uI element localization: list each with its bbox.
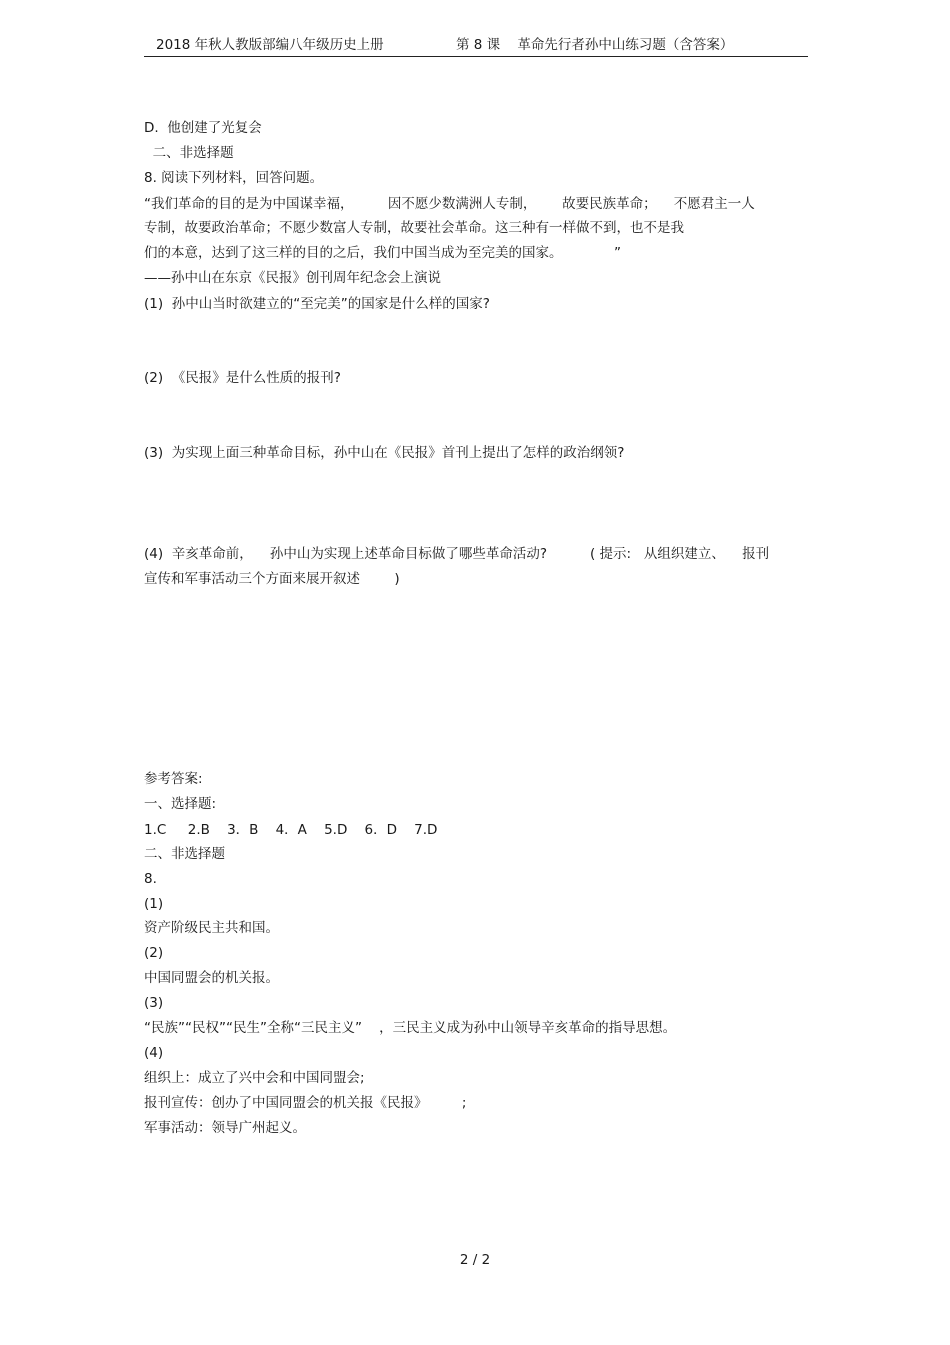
question-8-3: (3) 为实现上面三种革命目标，孙中山在《民报》首刊上提出了怎样的政治纲领? xyxy=(144,445,625,461)
answer-4-line-3: 军事活动：领导广州起义。 xyxy=(144,1120,306,1136)
quote-source: ——孙中山在东京《民报》创刊周年纪念会上演说 xyxy=(144,270,441,286)
answer-2-label: (2) xyxy=(144,945,164,961)
question-8-stem: 8. 阅读下列材料，回答问题。 xyxy=(144,170,324,186)
page-number: 2 / 2 xyxy=(459,1252,491,1268)
answer-1-label: (1) xyxy=(144,896,164,912)
answer-4-line-2: 报刊宣传：创办了中国同盟会的机关报《民报》 ; xyxy=(144,1095,467,1111)
section-title-non-choice: 二、非选择题 xyxy=(144,145,234,161)
answer-8-label: 8. xyxy=(144,871,157,887)
question-8-4-line-1: (4) 辛亥革命前， 孙中山为实现上述革命目标做了哪些革命活动? ( 提示: 从组织建立、 报刊 xyxy=(144,546,770,562)
quote-line-2: 专制，故要政治革命；不愿少数富人专制，故要社会革命。这三种有一样做不到，也不是我 xyxy=(144,220,684,236)
answer-1-text: 资产阶级民主共和国。 xyxy=(144,920,279,936)
quote-line-3: 们的本意，达到了这三样的目的之后，我们中国当成为至完美的国家。 ” xyxy=(144,245,621,261)
answer-title: 参考答案: xyxy=(144,771,203,787)
answer-2-text: 中国同盟会的机关报。 xyxy=(144,970,279,986)
header-book-title: 2018 年秋人教版部编八年级历史上册 xyxy=(156,37,384,53)
answer-part1-title: 一、选择题: xyxy=(144,796,217,812)
quote-line-1: “我们革命的目的是为中国谋幸福， 因不愿少数满洲人专制， 故要民族革命； 不愿君主一人 xyxy=(144,196,755,212)
answer-3-text: “民族”“民权”“民生”全称“三民主义” ，三民主义成为孙中山领导辛亥革命的指导思想。 xyxy=(144,1020,677,1036)
header-lesson-title: 第 8 课 革命先行者孙中山练习题（含答案） xyxy=(456,37,734,53)
answer-3-label: (3) xyxy=(144,995,164,1011)
question-8-1: (1) 孙中山当时欲建立的“至完美”的国家是什么样的国家? xyxy=(144,296,490,312)
question-8-2: (2) 《民报》是什么性质的报刊? xyxy=(144,370,341,386)
answer-4-line-1: 组织上：成立了兴中会和中国同盟会; xyxy=(144,1070,365,1086)
page-header xyxy=(144,34,808,57)
answer-part2-title: 二、非选择题 xyxy=(144,846,225,862)
option-d-text: D. 他创建了光复会 xyxy=(144,120,262,136)
question-8-4-line-2: 宣传和军事活动三个方面来展开叙述 ) xyxy=(144,571,400,587)
choice-answers: 1.C 2.B 3．B 4．A 5.D 6．D 7.D xyxy=(144,822,438,838)
answer-4-label: (4) xyxy=(144,1045,164,1061)
